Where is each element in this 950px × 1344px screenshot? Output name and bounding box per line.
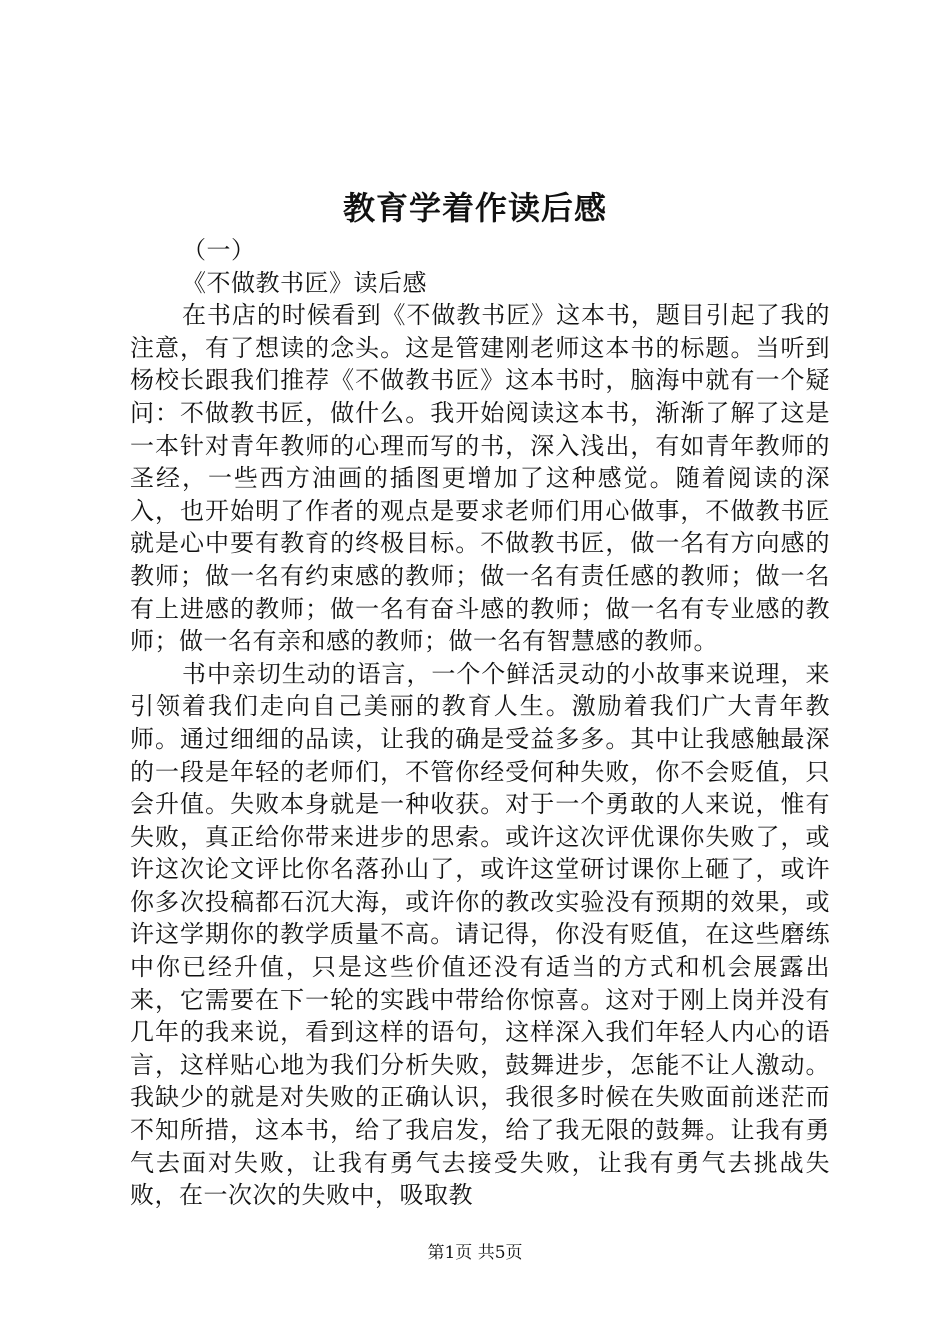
article-subtitle: 《不做教书匠》读后感 — [182, 268, 427, 297]
document-body — [130, 234, 830, 1212]
paragraph-1: 在书店的时候看到《不做教书匠》这本书，题目引起了我的注意，有了想读的念头。这是管建刚老师这本书的标题。当听到杨校长跟我们推荐《不做教书匠》这本书时，脑海中就有一个疑问：不做教书匠，做什么。我开始阅读这本书，渐渐了解了这是一本针对青年教师的心理而写的书，深入浅出，有如青年教师的圣经，一些西方油画的插图更增加了这种感觉。随着阅读的深入，也开始明了作者的观点是要求老师们用心做事，不做教书匠就是心中要有教育的终极目标。不做教书匠，做一名有方向感的教师；做一名有约束感的教师；做一名有责任感的教师；做一名有上进感的教师；做一名有奋斗感的教师；做一名有专业感的教师；做一名有亲和感的教师；做一名有智慧感的教师。 — [130, 301, 830, 656]
page-footer: 第1页 共5页 — [427, 1243, 523, 1263]
section-marker: （一） — [182, 236, 256, 264]
page-title: 教育学着作读后感 — [342, 189, 607, 227]
paragraph-2: 书中亲切生动的语言，一个个鲜活灵动的小故事来说理，来引领着我们走向自己美丽的教育人生。激励着我们广大青年教师。通过细细的品读，让我的确是受益多多。其中让我感触最深的一段是年轻的老师们，不管你经受何种失败，你不会贬值，只会升值。失败本身就是一种收获。对于一个勇敢的人来说，惟有失败，真正给你带来进步的思索。或许这次评优课你失败了，或许这次论文评比你名落孙山了，或许这堂研讨课你上砸了，或许你多次投稿都石沉大海，或许你的教改实验没有预期的效果，或许这学期你的教学质量不高。请记得，你没有贬值，在这些磨练中你已经升值，只是这些价值还没有适当的方式和机会展露出来，它需要在下一轮的实践中带给你惊喜。这对于刚上岗并没有几年的我来说，看到这样的语句，这样深入我们年轻人内心的语言，这样贴心地为我们分析失败，鼓舞进步，怎能不让人激动。我缺少的就是对失败的正确认识，我很多时候在失败面前迷茫而不知所措，这本书，给了我启发，给了我无限的鼓舞。让我有勇气去面对失败，让我有勇气去接受失败，让我有勇气去挑战失败，在一次次的失败中，吸取教 — [130, 659, 830, 1210]
